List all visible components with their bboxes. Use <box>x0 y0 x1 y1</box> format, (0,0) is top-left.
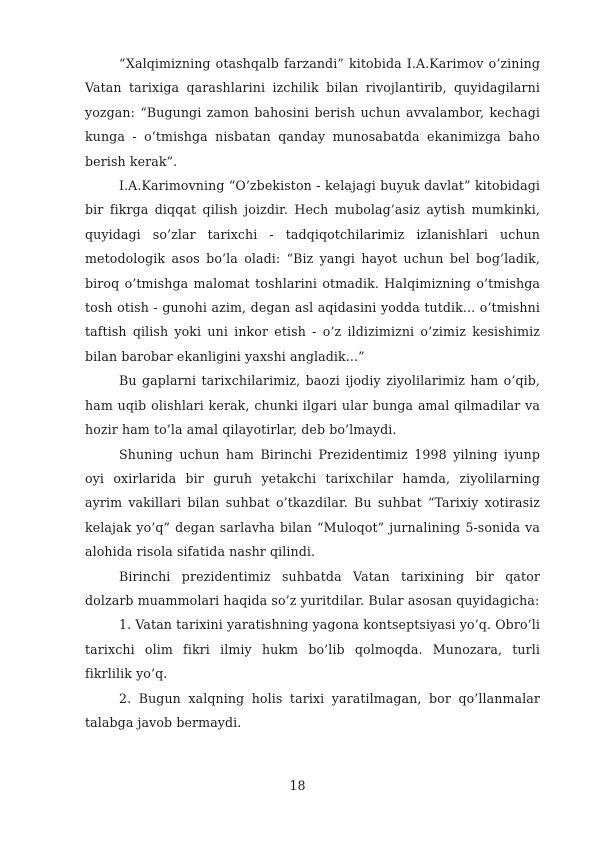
paragraph-4: Shuning uchun ham Birinchi Prezidentimiz 1998 yilning iyunp oyi oxirlarida bir guruh yetakchi tarixchilar hamda, ziyolilarning ayrim vakillari bilan suhbat o’tkazdilar. Bu suhbat “Tarixiy xotirasiz kelajak yo’q” degan sarlavha bilan “Muloqot” jurnalining 5-sonida va alohida risola sifatida nashr qilindi. <box>85 446 540 560</box>
paragraph-2: I.A.Karimovning “O’zbekiston - kelajagi buyuk davlat” kitobidagi bir fikrga diqqat qilish joizdir. Hech mubolag’asiz aytish mumkinki, quyidagi so’zlar tarixchi - tadqiqotchilarimiz izlanishlari uchun metodologik asos bo’la oladi: “Biz yangi hayot uchun bel bog’ladik, biroq o’tmishga malomat toshlarini otmadik. Halqimizning o’tmishga tosh otish - gunohi azim, degan asl aqidasini yodda tutdik... o’tmishni taftish qilish yoki uni inkor etish - o’z ildizimizni o’zimiz kesishimiz bilan barobar ekanligini yaxshi angladik...” <box>85 178 540 364</box>
paragraph-6: 1. Vatan tarixini yaratishning yagona kontseptsiyasi yo’q. Obro’li tarixchi olim fikri ilmiy hukm bo’lib qolmoqda. Munozara, turli fikrlilik yo’q. <box>85 617 540 682</box>
document-body <box>85 52 540 735</box>
paragraph-3: Bu gaplarni tarixchilarimiz, baozi ijodiy ziyolilarimiz ham o’qib, ham uqib olishlari kerak, chunki ilgari ular bunga amal qilmadilar va hozir ham to’la amal qilayotirlar, deb bo’lmaydi. <box>85 373 540 438</box>
page-number: 18 <box>289 778 306 793</box>
paragraph-5: Birinchi prezidentimiz suhbatda Vatan tarixining bir qator dolzarb muammolari haqida so’z yuritdilar. Bular asosan quyidagicha: <box>85 568 540 608</box>
paragraph-7: 2. Bugun xalqning holis tarixi yaratilmagan, bor qo’llanmalar talabga javob bermaydi. <box>85 690 540 730</box>
paragraph-1: “Xalqimizning otashqalb farzandi” kitobida I.A.Karimov o’zining Vatan tarixiga qarashlarini izchilik bilan rivojlantirib, quyidagilarni yozgan: “Bugungi zamon bahosini berish uchun avvalambor, kechagi kunga - o’tmishga nisbatan qanday munosabatda ekanimizga baho berish kerak”. <box>85 56 540 169</box>
